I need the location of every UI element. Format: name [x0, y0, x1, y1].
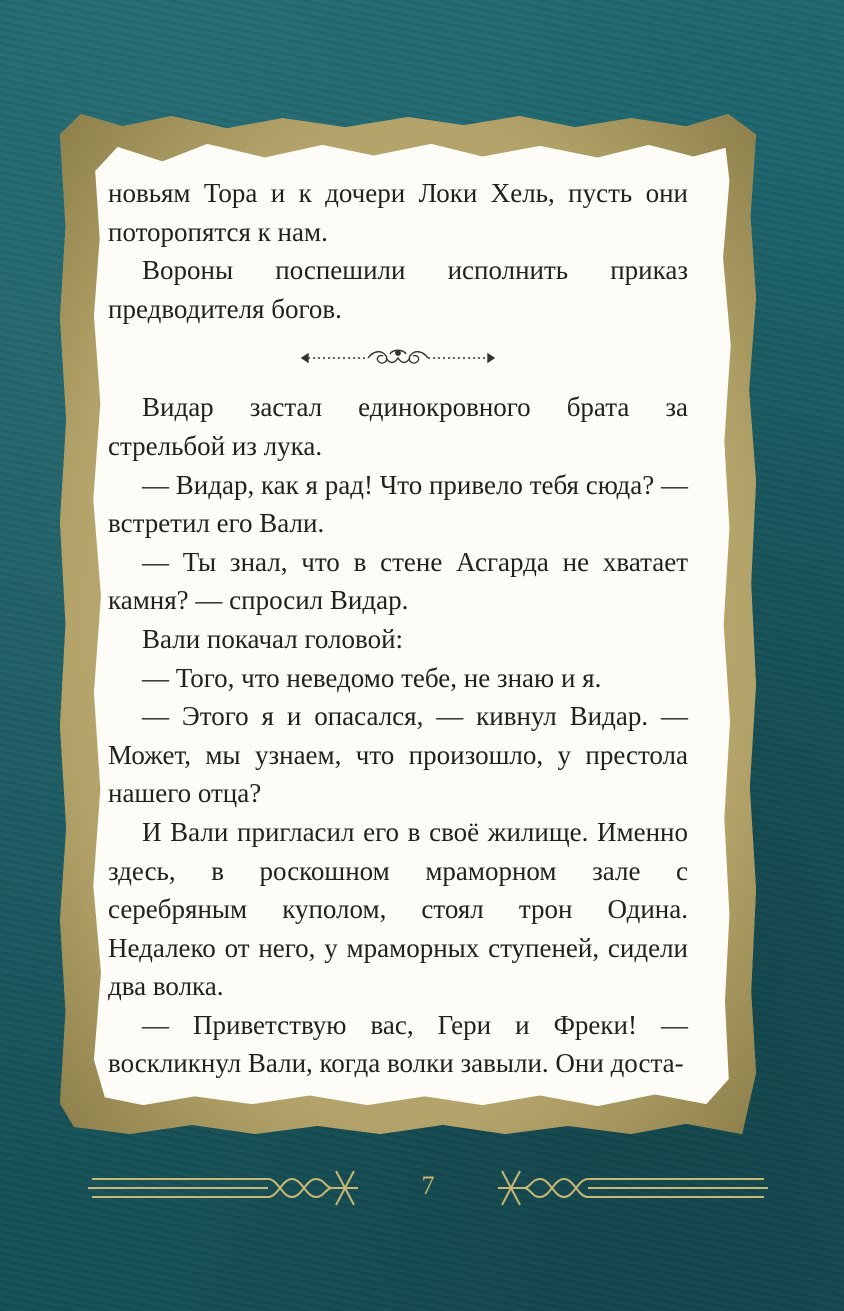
page-text — [108, 174, 688, 1083]
paragraph: новьям Тора и к дочери Локи Хель, пусть они поторопятся к нам. — [108, 178, 688, 247]
paragraph: Видар застал единокровного брата за стрельбой из лука. — [108, 392, 688, 461]
paragraph: — Приветствую вас, Гери и Фреки! — воскликнул Вали, когда волки завыли. Они доста- — [108, 1009, 688, 1079]
paragraph: — Ты знал, что в стене Асгарда не хватает камня? — спросил Видар. — [108, 546, 688, 616]
paragraph: Вороны поспешили исполнить приказ предводителя богов. — [108, 255, 688, 324]
footer-ornament-right-icon — [488, 1163, 768, 1213]
paragraph: — Этого я и опасался, — кивнул Видар. — Может, мы узнаем, что произошло, у престола нашего отца? — [108, 701, 688, 809]
paragraph: Вали покачал головой: — [142, 623, 404, 654]
page-number: 7 — [421, 1171, 435, 1200]
ornamental-separator — [108, 328, 688, 388]
paragraph: И Вали пригласил его в своё жилище. Именно здесь, в роскошном мраморном зале с серебряным куполом, стоял трон Одина. Недалеко от него, у мраморных ступеней, сидели два волка. — [108, 816, 688, 1002]
paragraph: — Того, что неведомо тебе, не знаю и я. — [142, 662, 602, 693]
page-footer — [88, 1163, 768, 1213]
flourish-divider-icon — [298, 348, 498, 368]
paragraph: — Видар, как я рад! Что привело тебя сюда? — встретил его Вали. — [108, 469, 688, 539]
